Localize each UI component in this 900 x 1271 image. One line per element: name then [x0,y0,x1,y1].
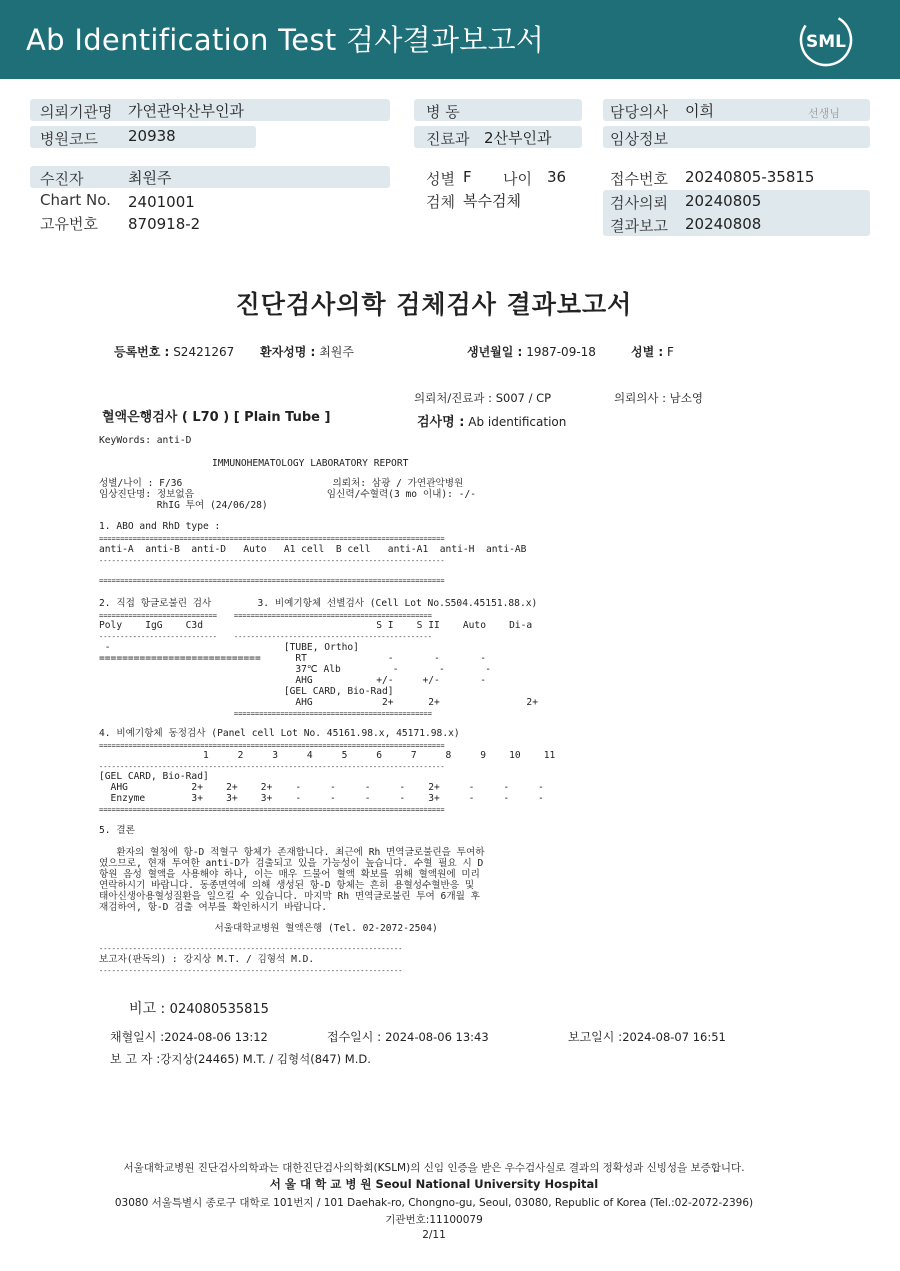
sec23-row-4: [GEL CARD, Bio-Rad] [99,686,394,697]
sex-value: F [463,168,472,186]
sec23-cols: Poly IgG C3d S I S II Auto Di-a [99,620,533,631]
final-reporter-label: 보 고 자 : [110,1052,161,1066]
sec23-row-1: - [TUBE, Ortho] [99,642,359,653]
sec1-end: ================================================================================== [99,577,445,585]
doctor-value: 이희 [685,102,714,120]
page-title: Ab Identification Test 검사결과보고서 [26,23,545,57]
receive-value: 2024-08-06 13:43 [385,1030,489,1044]
footer-hospital: 서 울 대 학 교 병 원 Seoul National University Hospital [269,1177,599,1191]
sec4-title: 4. 비예기항체 동정검사 (Panel cell Lot No. 45161.98.x, 45171.98.x) [99,728,460,739]
report-time-line [568,1028,726,1045]
sec23-row-2: 37℃ Alb - - - [99,664,491,675]
org-label: 의뢰기관명 [40,103,113,121]
blood-bank-title: 혈액은행검사 ( L70 ) [ Plain Tube ] [102,410,331,425]
specimen-value: 복수검체 [463,192,521,210]
sec1-sep: ================================================================================== [99,535,445,543]
blood-bank-contact: 서울대학교병원 혈액은행 (Tel. 02-2072-2504) [99,923,438,934]
sec23-sep: ============================ =============================================== [99,612,432,620]
reg-line [114,343,234,360]
receipt-value: 20240805-35815 [685,168,815,186]
receive-line [327,1028,489,1045]
remark-line [129,998,269,1018]
specimen-label: 검체 [426,193,455,211]
reporter-dash-bottom: ------------------------------------------------------------------------ [99,967,403,975]
remark-value: 024080535815 [169,1002,269,1017]
sec23-end: =============================================== [99,710,432,718]
unique-value: 870918-2 [128,215,201,233]
collect-line [110,1028,268,1045]
hospcode-value: 20938 [128,127,176,145]
sml-logo-icon [798,12,854,68]
request-value: 20240805 [685,192,762,210]
org-value: 가연관악산부인과 [128,102,244,120]
reg-value: S2421267 [173,345,235,359]
name-label: 환자성명 : [260,345,316,359]
patient-field-bg [30,166,390,188]
sec23-row-3: AHG +/- +/- - [99,675,486,686]
sec4-row-1: [GEL CARD, Bio-Rad] [99,771,209,782]
collect-label: 채혈일시 : [110,1030,165,1044]
sec23-row-5: AHG 2+ 2+ 2+ [99,697,538,708]
sec5-title: 5. 결론 [99,825,135,836]
sec23-dash: ---------------------------- ----------------------------------------------- [99,633,432,641]
dob-line [467,343,596,360]
dept-line: 의뢰처/진료과 : S007 / CP [414,391,552,405]
patient-value: 최원주 [128,169,172,187]
lab-heading: IMMUNOHEMATOLOGY LABORATORY REPORT [212,458,409,469]
conclusion-5: 태아신생아용혈성질환을 일으킬 수 있습니다. 마지막 Rh 면역글로불린 투여 6개월 후 [99,891,480,902]
dept-value: 2산부인과 [484,129,552,147]
age-value: 36 [547,168,567,186]
keywords: KeyWords: anti-D [99,435,192,446]
request-label: 검사의뢰 [610,194,668,212]
report-label: 결과보고 [610,217,668,235]
hospcode-label: 병원코드 [40,130,98,148]
report-time-value: 2024-08-07 16:51 [622,1030,726,1044]
doctor-label: 담당의사 [610,103,668,121]
lab-info-2: 임상진단명: 정보없음 임신력/수혈력(3 mo 이내): -/- [99,489,477,500]
lab-info-3: RhIG 투여 (24/06/28) [99,500,268,511]
doctor-line: 의뢰의사 : 남소영 [614,391,703,405]
final-reporter-line [110,1050,371,1067]
dob-label: 생년월일 : [467,345,523,359]
receipt-label: 접수번호 [610,170,668,188]
name-value: 최원주 [319,345,354,359]
final-reporter-value: 강지상(24465) M.T. / 김형석(847) M.D. [160,1052,371,1066]
sec1-title: 1. ABO and RhD type : [99,521,221,532]
sec4-cols: 1 2 3 4 5 6 7 8 9 10 11 [99,750,556,761]
exam-value: Ab identification [468,415,567,429]
ward-label: 병 동 [426,103,460,121]
svg-text:SML: SML [806,32,846,52]
dept-label: 진료과 [426,130,470,148]
reg-label: 등록번호 : [114,345,170,359]
collect-value: 2024-08-06 13:12 [164,1030,268,1044]
chart-value: 2401001 [128,193,195,211]
page-number: 2/11 [422,1229,446,1241]
sec4-row-2: AHG 2+ 2+ 2+ - - - - 2+ - - - [99,782,544,793]
exam-label: 검사명 : [417,415,465,430]
conclusion-3: 항원 음성 혈액을 사용해야 하나, 이는 매우 드물어 혈액 확보를 위해 혈액원에 미리 [99,869,480,880]
sec4-row-3: Enzyme 3+ 3+ 3+ - - - - 3+ - - - [99,793,544,804]
sec1-cols: anti-A anti-B anti-D Auto A1 cell B cell anti-A1 anti-H anti-AB [99,544,527,555]
report-title: 진단검사의학 검체검사 결과보고서 [235,290,633,319]
receive-label: 접수일시 : [327,1030,382,1044]
remark-label: 비고 : [129,1001,166,1017]
lab-info-1: 성별/나이 : F/36 의뢰처: 삼광 / 가연관악병원 [99,478,464,489]
sec1-dash: ---------------------------------------------------------------------------------- [99,557,445,565]
reporter-dash-top: ------------------------------------------------------------------------ [99,945,403,953]
doctor-suffix: 선생님 [808,107,840,120]
header-bar [0,0,900,79]
chart-label: Chart No. [40,191,111,209]
name-line [260,343,354,360]
footer-certification: 서울대학교병원 진단검사의학과는 대한진단검사의학회(KSLM)의 신임 인증을 받은 우수검사실로 결과의 정확성과 신빙성을 보증합니다. [123,1162,745,1174]
age-label: 나이 [503,170,532,188]
sec4-sep: ================================================================================== [99,742,445,750]
reporter-line: 보고자(판독의) : 강지상 M.T. / 김형석 M.D. [99,954,315,965]
sec23-title: 2. 직접 항글로불린 검사 3. 비예기항체 선별검사 (Cell Lot No.S504.45151.88.x) [99,598,538,609]
exam-line [417,411,566,430]
report-sex-line [631,343,674,360]
footer-institution-no: 기관번호:11100079 [385,1214,483,1226]
report-sex-value: F [667,345,674,359]
report-value: 20240808 [685,215,762,233]
sec4-end: ================================================================================== [99,806,445,814]
conclusion-2: 였으므로, 현재 투여한 anti-D가 검출되고 있을 가능성이 높습니다. 수혈 필요 시 D [99,858,484,869]
report-time-label: 보고일시 : [568,1030,623,1044]
conclusion-1: 환자의 혈청에 항-D 적혈구 항체가 존재합니다. 최근에 Rh 면역글로불린을 투여하 [99,847,485,858]
report-sex-label: 성별 : [631,345,664,359]
clinical-label: 임상정보 [610,130,668,148]
unique-label: 고유번호 [40,215,98,233]
patient-label: 수진자 [40,170,84,188]
conclusion-6: 재검하여, 항-D 검출 여부를 확인하시기 바랍니다. [99,902,328,913]
sex-label: 성별 [426,170,455,188]
sec4-dash: ---------------------------------------------------------------------------------- [99,763,445,771]
dob-value: 1987-09-18 [526,345,596,359]
conclusion-4: 연락하시기 바랍니다. 동종면역에 의해 생성된 항-D 항체는 흔히 용혈성수혈반응 및 [99,880,475,891]
sec23-row-1b: ============================ RT - - - [99,653,486,664]
footer-address: 03080 서울특별시 종로구 대학로 101번지 / 101 Daehak-ro, Chongno-gu, Seoul, 03080, Republic of Korea (Tel.:02-2072-2396) [114,1197,754,1209]
